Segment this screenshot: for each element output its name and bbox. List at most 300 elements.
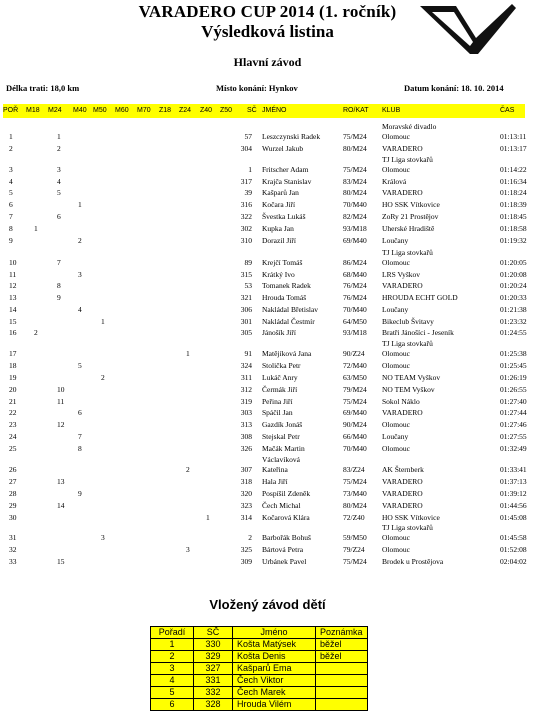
year-category-cell: 76/M24 <box>343 293 367 302</box>
column-header: M24 <box>48 107 62 114</box>
rank-cell: 2 <box>9 144 13 153</box>
club-cell: HO SSK Vítkovice <box>382 513 440 522</box>
year-category-cell: 69/M40 <box>343 408 367 417</box>
kids-cell: Čech Viktor <box>233 675 316 687</box>
kids-cell: 327 <box>194 663 233 675</box>
rank-cell: 31 <box>9 533 17 542</box>
kids-cell <box>316 699 368 711</box>
rank-cell: 7 <box>9 212 13 221</box>
kids-cell: 1 <box>151 639 194 651</box>
start-number-cell: 320 <box>240 489 252 498</box>
year-category-cell: 90/M24 <box>343 420 367 429</box>
year-category-cell: 66/M40 <box>343 432 367 441</box>
name-cell: Hrouda Tomáš <box>262 293 307 302</box>
start-number-cell: 314 <box>240 513 252 522</box>
column-header: Z40 <box>200 107 213 114</box>
table-row <box>0 132 535 142</box>
year-category-cell: 80/M24 <box>343 188 367 197</box>
category-rank-cell: 3 <box>57 165 61 174</box>
category-rank-cell: 1 <box>34 224 38 233</box>
table-row <box>0 408 535 418</box>
kids-column-header: Poznámka <box>316 627 368 639</box>
category-rank-cell: 4 <box>78 305 82 314</box>
club-cell: HROUDA ECHT GOLD <box>382 293 458 302</box>
time-cell: 01:18:39 <box>500 200 527 209</box>
category-rank-cell: 5 <box>78 361 82 370</box>
category-rank-cell: 9 <box>78 489 82 498</box>
year-category-cell: 75/M24 <box>343 397 367 406</box>
club-cell: NO TEAM Vyškov <box>382 373 441 382</box>
rank-cell: 9 <box>9 236 13 245</box>
rank-cell: 12 <box>9 281 17 290</box>
year-category-cell: 70/M40 <box>343 305 367 314</box>
table-row <box>0 432 535 442</box>
start-number-cell: 308 <box>240 432 252 441</box>
kids-results-table <box>150 626 368 711</box>
time-cell: 01:18:45 <box>500 212 527 221</box>
table-row <box>0 385 535 395</box>
year-category-cell: 80/M24 <box>343 144 367 153</box>
category-rank-cell: 2 <box>186 465 190 474</box>
start-number-cell: 315 <box>240 270 252 279</box>
kids-header-row <box>151 627 368 639</box>
category-rank-cell: 3 <box>101 533 105 542</box>
time-cell: 01:26:19 <box>500 373 527 382</box>
race-place: Místo konání: Hynkov <box>216 83 298 93</box>
year-category-cell: 79/Z24 <box>343 545 365 554</box>
name-cell: Stejskal Petr <box>262 432 300 441</box>
rank-cell: 16 <box>9 328 17 337</box>
category-rank-cell: 5 <box>57 188 61 197</box>
time-cell: 01:37:13 <box>500 477 527 486</box>
name-cell: Hala Jiří <box>262 477 288 486</box>
name-cell: Švestka Lukáš <box>262 212 306 221</box>
kids-table-row <box>151 639 368 651</box>
club-cell: LRS Vyškov <box>382 270 420 279</box>
year-category-cell: 68/M40 <box>343 270 367 279</box>
year-category-cell: 75/M24 <box>343 132 367 141</box>
name-cell: Bártová Petra <box>262 545 304 554</box>
table-row <box>0 489 535 499</box>
start-number-cell: 301 <box>240 317 252 326</box>
rank-cell: 28 <box>9 489 17 498</box>
table-row <box>0 373 535 383</box>
column-header: ČAS <box>500 107 515 114</box>
kids-cell: 330 <box>194 639 233 651</box>
year-category-cell: 83/Z24 <box>343 465 365 474</box>
time-cell: 01:45:08 <box>500 513 527 522</box>
table-row <box>0 349 535 359</box>
time-cell: 01:16:34 <box>500 177 527 186</box>
rank-cell: 10 <box>9 258 17 267</box>
kids-column-header: SČ <box>194 627 233 639</box>
kids-table-row <box>151 651 368 663</box>
rank-cell: 5 <box>9 188 13 197</box>
kids-cell: 328 <box>194 699 233 711</box>
kids-cell: 3 <box>151 663 194 675</box>
club-cell-line: TJ Liga stovkařů <box>382 155 433 164</box>
time-cell: 01:33:41 <box>500 465 527 474</box>
start-number-cell: 324 <box>240 361 252 370</box>
category-rank-cell: 6 <box>57 212 61 221</box>
club-cell: Králová <box>382 177 407 186</box>
category-rank-cell: 3 <box>78 270 82 279</box>
name-cell: Barbořák Bohuš <box>262 533 311 542</box>
rank-cell: 20 <box>9 385 17 394</box>
start-number-cell: 57 <box>244 132 252 141</box>
start-number-cell: 305 <box>240 328 252 337</box>
year-category-cell: 70/M40 <box>343 200 367 209</box>
column-header: Z50 <box>220 107 233 114</box>
table-row <box>0 236 535 246</box>
kids-cell: 5 <box>151 687 194 699</box>
start-number-cell: 306 <box>240 305 252 314</box>
club-cell: VARADERO <box>382 188 423 197</box>
club-cell: Loučany <box>382 305 409 314</box>
name-cell: Matějíková Jana <box>262 349 312 358</box>
name-cell: Kočarová Klára <box>262 513 310 522</box>
time-cell: 01:39:12 <box>500 489 527 498</box>
club-cell: VARADERO <box>382 144 423 153</box>
category-rank-cell: 13 <box>57 477 65 486</box>
rank-cell: 22 <box>9 408 17 417</box>
column-header: SČ <box>247 107 257 114</box>
name-cell: Peřina Jiří <box>262 397 293 406</box>
table-row <box>0 444 535 454</box>
start-number-cell: 91 <box>244 349 252 358</box>
results-header <box>3 104 525 118</box>
rank-cell: 29 <box>9 501 17 510</box>
kids-column-header: Jméno <box>233 627 316 639</box>
category-rank-cell: 15 <box>57 557 65 566</box>
kids-cell <box>316 687 368 699</box>
rank-cell: 23 <box>9 420 17 429</box>
name-cell: Mačák Martin <box>262 444 305 453</box>
kids-cell: Košta Matýsek <box>233 639 316 651</box>
year-category-cell: 86/M24 <box>343 258 367 267</box>
category-rank-cell: 14 <box>57 501 65 510</box>
varadero-logo-icon <box>418 2 518 58</box>
name-cell: Leszczynski Radek <box>262 132 321 141</box>
table-row <box>0 188 535 198</box>
club-cell: Olomouc <box>382 533 410 542</box>
race-title: Hlavní závod <box>233 55 302 69</box>
year-category-cell: 63/M50 <box>343 373 367 382</box>
name-cell: Stolička Petr <box>262 361 301 370</box>
year-category-cell: 93/M18 <box>343 328 367 337</box>
table-row <box>0 361 535 371</box>
club-cell: Olomouc <box>382 258 410 267</box>
year-category-cell: 80/M24 <box>343 501 367 510</box>
start-number-cell: 316 <box>240 200 252 209</box>
table-row <box>0 165 535 175</box>
race-distance: Délka trati: 18,0 km <box>6 83 80 93</box>
year-category-cell: 93/M18 <box>343 224 367 233</box>
time-cell: 01:25:45 <box>500 361 527 370</box>
club-cell: VARADERO <box>382 477 423 486</box>
start-number-cell: 313 <box>240 420 252 429</box>
time-cell: 01:19:32 <box>500 236 527 245</box>
start-number-cell: 1 <box>248 165 252 174</box>
club-cell: Sokol Náklo <box>382 397 420 406</box>
year-category-cell: 59/M50 <box>343 533 367 542</box>
category-rank-cell: 2 <box>101 373 105 382</box>
start-number-cell: 325 <box>240 545 252 554</box>
rank-cell: 19 <box>9 373 17 382</box>
club-cell: Uherské Hradiště <box>382 224 435 233</box>
name-cell: Krátký Ivo <box>262 270 295 279</box>
time-cell: 01:18:24 <box>500 188 527 197</box>
rank-cell: 26 <box>9 465 17 474</box>
column-header: POŘ <box>3 107 19 114</box>
time-cell: 01:44:56 <box>500 501 527 510</box>
rank-cell: 6 <box>9 200 13 209</box>
year-category-cell: 83/M24 <box>343 177 367 186</box>
kids-body <box>151 639 368 711</box>
club-cell: Olomouc <box>382 165 410 174</box>
table-row <box>0 293 535 303</box>
column-header: M18 <box>26 107 40 114</box>
start-number-cell: 321 <box>240 293 252 302</box>
start-number-cell: 307 <box>240 465 252 474</box>
start-number-cell: 39 <box>244 188 252 197</box>
start-number-cell: 319 <box>240 397 252 406</box>
club-cell: Olomouc <box>382 349 410 358</box>
start-number-cell: 310 <box>240 236 252 245</box>
club-cell-line: TJ Liga stovkařů <box>382 523 433 532</box>
name-cell: Spáčil Jan <box>262 408 293 417</box>
table-row <box>0 513 535 523</box>
kids-cell: Čech Marek <box>233 687 316 699</box>
table-row <box>0 305 535 315</box>
category-rank-cell: 12 <box>57 420 65 429</box>
kids-cell: běžel <box>316 639 368 651</box>
kids-cell: Hrouda Vilém <box>233 699 316 711</box>
year-category-cell: 90/Z24 <box>343 349 365 358</box>
kids-cell: Košta Denis <box>233 651 316 663</box>
start-number-cell: 322 <box>240 212 252 221</box>
start-number-cell: 53 <box>244 281 252 290</box>
club-cell: Loučany <box>382 236 409 245</box>
table-row <box>0 177 535 187</box>
rank-cell: 18 <box>9 361 17 370</box>
club-cell: Bikeclub Švitavy <box>382 317 434 326</box>
rank-cell: 21 <box>9 397 17 406</box>
time-cell: 01:27:44 <box>500 408 527 417</box>
rank-cell: 1 <box>9 132 13 141</box>
name-cell: Pospíšil Zdeněk <box>262 489 311 498</box>
category-rank-cell: 3 <box>186 545 190 554</box>
club-cell: Olomouc <box>382 420 410 429</box>
table-row <box>0 200 535 210</box>
club-cell: Olomouc <box>382 361 410 370</box>
category-rank-cell: 4 <box>57 177 61 186</box>
category-rank-cell: 7 <box>78 432 82 441</box>
start-number-cell: 317 <box>240 177 252 186</box>
club-cell: HO SSK Vítkovice <box>382 200 440 209</box>
club-cell: Loučany <box>382 432 409 441</box>
category-rank-cell: 7 <box>57 258 61 267</box>
kids-cell <box>316 663 368 675</box>
start-number-cell: 89 <box>244 258 252 267</box>
category-rank-cell: 9 <box>57 293 61 302</box>
name-cell: Jánošík Jiří <box>262 328 296 337</box>
club-cell: AK Šternberk <box>382 465 424 474</box>
rank-cell: 27 <box>9 477 17 486</box>
rank-cell: 4 <box>9 177 13 186</box>
time-cell: 01:13:11 <box>500 132 527 141</box>
club-cell: ZoRy 21 Prostějov <box>382 212 439 221</box>
club-cell: Olomouc <box>382 132 410 141</box>
name-cell: Nakládal Břetislav <box>262 305 319 314</box>
time-cell: 01:27:40 <box>500 397 527 406</box>
table-row <box>0 144 535 154</box>
column-header: Z24 <box>179 107 192 114</box>
kids-cell <box>316 675 368 687</box>
time-cell: 01:27:55 <box>500 432 527 441</box>
start-number-cell: 2 <box>248 533 252 542</box>
column-header: M40 <box>73 107 87 114</box>
kids-cell: 332 <box>194 687 233 699</box>
year-category-cell: 79/M24 <box>343 385 367 394</box>
time-cell: 01:21:38 <box>500 305 527 314</box>
column-header: Z18 <box>159 107 172 114</box>
name-cell: Nakládal Čestmír <box>262 317 315 326</box>
kids-cell: 6 <box>151 699 194 711</box>
start-number-cell: 311 <box>241 373 252 382</box>
time-cell: 01:13:17 <box>500 144 527 153</box>
rank-cell: 30 <box>9 513 17 522</box>
rank-cell: 17 <box>9 349 17 358</box>
name-cell: Wurzel Jakub <box>262 144 304 153</box>
kids-cell: běžel <box>316 651 368 663</box>
rank-cell: 24 <box>9 432 17 441</box>
time-cell: 01:52:08 <box>500 545 527 554</box>
race-date: Datum konání: 18. 10. 2014 <box>404 83 504 93</box>
time-cell: 01:32:49 <box>500 444 527 453</box>
start-number-cell: 304 <box>240 144 252 153</box>
time-cell: 01:18:58 <box>500 224 527 233</box>
year-category-cell: 73/M40 <box>343 489 367 498</box>
year-category-cell: 76/M24 <box>343 281 367 290</box>
name-cell-line: Václavíková <box>262 455 300 464</box>
table-row <box>0 465 535 475</box>
column-header: JMÉNO <box>262 107 287 114</box>
column-header: RO/KAT <box>343 107 369 114</box>
time-cell: 01:14:22 <box>500 165 527 174</box>
column-header: M70 <box>137 107 151 114</box>
category-rank-cell: 1 <box>101 317 105 326</box>
club-cell-line: Moravské divadlo <box>382 122 437 131</box>
kids-cell: 331 <box>194 675 233 687</box>
club-cell: VARADERO <box>382 489 423 498</box>
category-rank-cell: 1 <box>57 132 61 141</box>
table-row <box>0 317 535 327</box>
table-row <box>0 545 535 555</box>
rank-cell: 32 <box>9 545 17 554</box>
name-cell: Lukáč Anry <box>262 373 298 382</box>
column-header: M60 <box>115 107 129 114</box>
time-cell: 01:25:38 <box>500 349 527 358</box>
start-number-cell: 303 <box>240 408 252 417</box>
kids-column-header: Pořadí <box>151 627 194 639</box>
rank-cell: 11 <box>9 270 17 279</box>
category-rank-cell: 2 <box>78 236 82 245</box>
name-cell: Dorazil Jiří <box>262 236 296 245</box>
start-number-cell: 318 <box>240 477 252 486</box>
category-rank-cell: 2 <box>57 144 61 153</box>
category-rank-cell: 8 <box>57 281 61 290</box>
year-category-cell: 75/M24 <box>343 477 367 486</box>
table-row <box>0 258 535 268</box>
name-cell: Čermák Jiří <box>262 385 298 394</box>
year-category-cell: 75/M24 <box>343 165 367 174</box>
category-rank-cell: 8 <box>78 444 82 453</box>
kids-table-row <box>151 663 368 675</box>
name-cell: Kašparů Jan <box>262 188 299 197</box>
name-cell: Krajča Stanislav <box>262 177 312 186</box>
start-number-cell: 309 <box>240 557 252 566</box>
time-cell: 01:27:46 <box>500 420 527 429</box>
category-rank-cell: 1 <box>206 513 210 522</box>
start-number-cell: 323 <box>240 501 252 510</box>
time-cell: 01:20:08 <box>500 270 527 279</box>
table-row <box>0 533 535 543</box>
table-row <box>0 328 535 338</box>
club-cell-line: TJ Liga stovkařů <box>382 339 433 348</box>
start-number-cell: 312 <box>240 385 252 394</box>
club-cell: VARADERO <box>382 281 423 290</box>
kids-table-row <box>151 687 368 699</box>
category-rank-cell: 10 <box>57 385 65 394</box>
year-category-cell: 69/M40 <box>343 236 367 245</box>
time-cell: 01:20:05 <box>500 258 527 267</box>
rank-cell: 13 <box>9 293 17 302</box>
time-cell: 01:24:55 <box>500 328 527 337</box>
table-row <box>0 397 535 407</box>
year-category-cell: 75/M24 <box>343 557 367 566</box>
name-cell: Gazdík Jonáš <box>262 420 303 429</box>
club-cell: Olomouc <box>382 444 410 453</box>
club-cell: NO TEM Vyškov <box>382 385 435 394</box>
rank-cell: 8 <box>9 224 13 233</box>
category-rank-cell: 6 <box>78 408 82 417</box>
club-cell: Bratři Jánošíci - Jeseník <box>382 328 454 337</box>
name-cell: Fritscher Adam <box>262 165 309 174</box>
time-cell: 01:20:33 <box>500 293 527 302</box>
category-rank-cell: 1 <box>186 349 190 358</box>
start-number-cell: 302 <box>240 224 252 233</box>
name-cell: Kateřina <box>262 465 288 474</box>
year-category-cell: 72/Z40 <box>343 513 365 522</box>
page-subtitle: Výsledková listina <box>201 22 334 41</box>
page-title: VARADERO CUP 2014 (1. ročník) <box>138 2 397 21</box>
kids-cell: 4 <box>151 675 194 687</box>
time-cell: 02:04:02 <box>500 557 527 566</box>
column-header: M50 <box>93 107 107 114</box>
category-rank-cell: 11 <box>57 397 65 406</box>
table-row <box>0 477 535 487</box>
kids-table-row <box>151 675 368 687</box>
club-cell: VARADERO <box>382 501 423 510</box>
club-cell-line: TJ Liga stovkařů <box>382 248 433 257</box>
rank-cell: 3 <box>9 165 13 174</box>
time-cell: 01:45:58 <box>500 533 527 542</box>
time-cell: 01:23:32 <box>500 317 527 326</box>
category-rank-cell: 2 <box>34 328 38 337</box>
rank-cell: 14 <box>9 305 17 314</box>
year-category-cell: 64/M50 <box>343 317 367 326</box>
